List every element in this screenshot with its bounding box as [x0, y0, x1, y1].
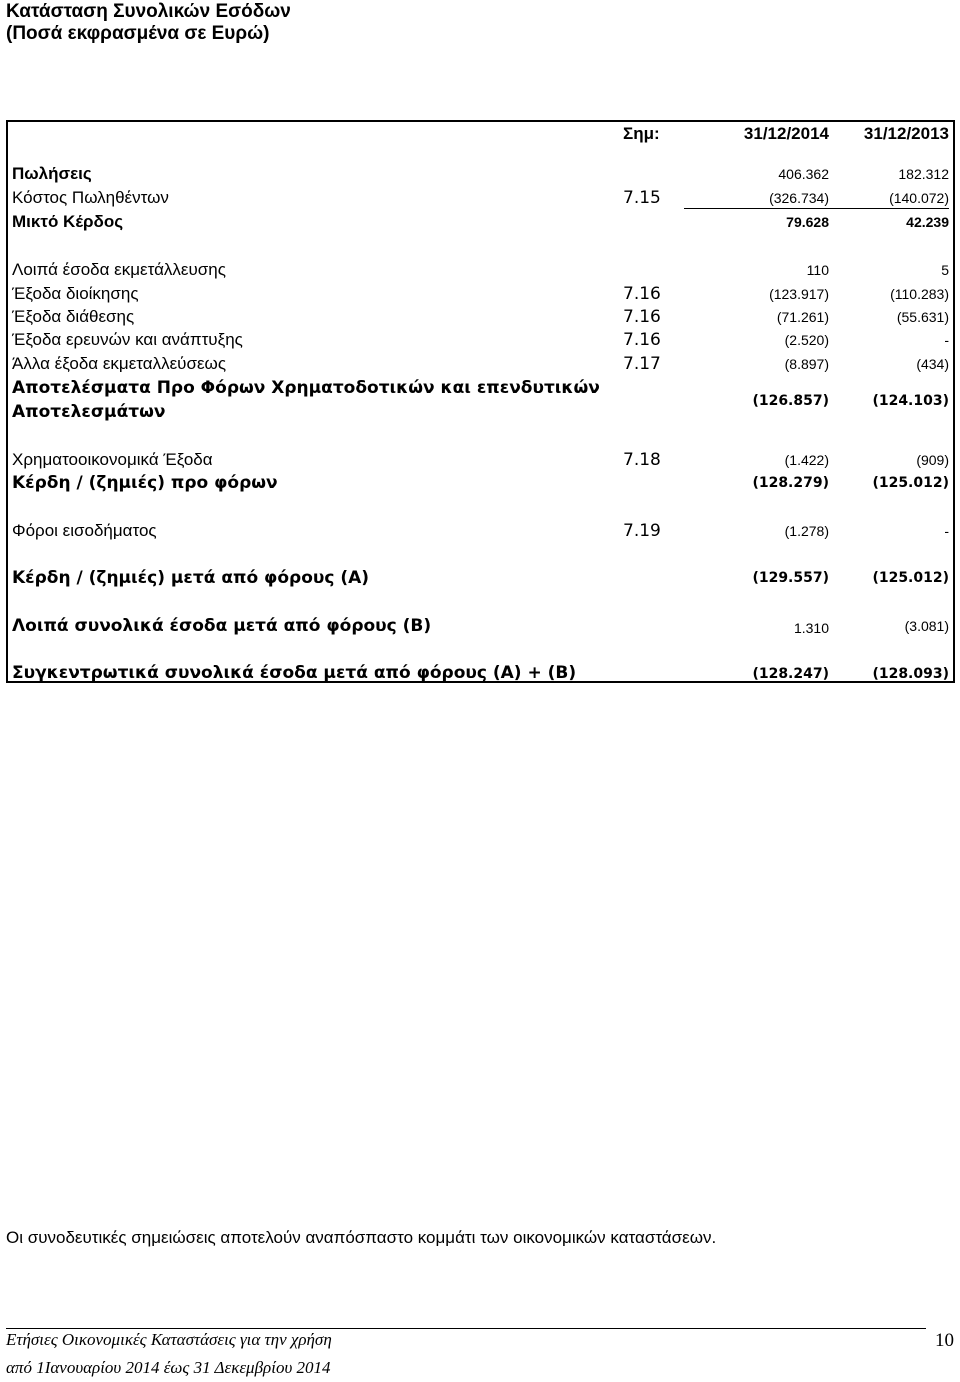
row-value-2014: (2.520): [784, 332, 829, 348]
statement-subtitle: (Ποσά εκφρασμένα σε Ευρώ): [6, 23, 270, 44]
row-value-2013: (55.631): [896, 309, 949, 325]
row-label: Πωλήσεις: [12, 164, 92, 183]
row-value-2013: 42.239: [906, 214, 949, 230]
header-note: Σημ:: [623, 124, 660, 143]
row-value-2014: (71.261): [776, 309, 829, 325]
row-note: 7.17: [623, 354, 661, 374]
row-value-2014: (1.422): [784, 452, 829, 468]
row-value-2013: (110.283): [890, 286, 949, 302]
row-label: Λοιπά συνολικά έσοδα μετά από φόρους (Β): [12, 616, 432, 636]
row-label: Μικτό Κέρδος: [12, 212, 124, 231]
row-value-2014: 79.628: [786, 214, 829, 230]
row-value-2014: 1.310: [793, 620, 829, 636]
row-value-2014: (129.557): [752, 570, 829, 586]
header-2014: 31/12/2014: [743, 124, 829, 143]
row-value-2014: (123.917): [769, 286, 829, 302]
footer-line1: Ετήσιες Οικονομικές Καταστάσεις για την χρήση: [6, 1330, 332, 1349]
row-value-2014: (326.734): [769, 190, 829, 206]
subtotal-underline: [684, 208, 949, 209]
row-value-2014: (1.278): [784, 523, 829, 539]
row-value-2014: (128.279): [752, 475, 829, 491]
row-label: Φόροι εισοδήματος: [12, 521, 157, 540]
row-label: Συγκεντρωτικά συνολικά έσοδα μετά από φόρους (Α) + (Β): [12, 663, 577, 683]
row-label: Λοιπά έσοδα εκμετάλλευσης: [12, 260, 226, 279]
header-2013: 31/12/2013: [863, 124, 949, 143]
row-value-2013: (125.012): [872, 570, 949, 586]
row-value-2013: 182.312: [898, 166, 949, 182]
page-number: 10: [935, 1330, 954, 1351]
row-value-2014: (8.897): [784, 356, 829, 372]
row-note: 7.19: [623, 521, 661, 541]
row-value-2013: -: [944, 332, 949, 348]
row-value-2014: 406.362: [778, 166, 829, 182]
row-label: Άλλα έξοδα εκμεταλλεύσεως: [12, 354, 227, 373]
row-value-2013: (128.093): [872, 666, 949, 682]
row-note: 7.18: [623, 450, 661, 470]
row-note: 7.15: [623, 188, 661, 208]
row-value-2014: (128.247): [752, 666, 829, 682]
row-label: Έξοδα διοίκησης: [12, 284, 139, 303]
statement-title: Κατάσταση Συνολικών Εσόδων: [6, 1, 291, 22]
row-label: Κόστος Πωληθέντων: [12, 188, 169, 207]
footer-rule: [6, 1328, 926, 1329]
row-value-2014: 110: [806, 262, 829, 278]
row-value-2013: (140.072): [889, 190, 949, 206]
row-value-2014: (126.857): [752, 393, 829, 409]
row-value-2013: 5: [941, 262, 949, 278]
row-label-line2: Αποτελεσμάτων: [12, 402, 166, 422]
row-note: 7.16: [623, 330, 661, 350]
row-label-line1: Αποτελέσματα Προ Φόρων Χρηματοδοτικών και επενδυτικών: [12, 378, 600, 398]
row-value-2013: -: [944, 523, 949, 539]
row-label: Έξοδα διάθεσης: [12, 307, 135, 326]
footnote: Οι συνοδευτικές σημειώσεις αποτελούν αναπόσπαστο κομμάτι των οικονομικών καταστάσεων.: [6, 1228, 717, 1247]
row-label: Κέρδη / (ζημιές) προ φόρων: [12, 473, 278, 493]
row-note: 7.16: [623, 307, 661, 327]
footer-line2: από 1Ιανουαρίου 2014 έως 31 Δεκεμβρίου 2014: [6, 1358, 331, 1377]
income-statement-table: [6, 120, 955, 683]
row-value-2013: (125.012): [872, 475, 949, 491]
row-value-2013: (3.081): [904, 618, 949, 634]
row-label: Κέρδη / (ζημιές) μετά από φόρους (Α): [12, 568, 370, 588]
row-value-2013: (124.103): [872, 393, 949, 409]
row-note: 7.16: [623, 284, 661, 304]
row-label: Χρηματοοικονομικά Έξοδα: [12, 450, 213, 469]
row-label: Έξοδα ερευνών και ανάπτυξης: [12, 330, 243, 349]
row-value-2013: (434): [916, 356, 949, 372]
row-value-2013: (909): [916, 452, 949, 468]
